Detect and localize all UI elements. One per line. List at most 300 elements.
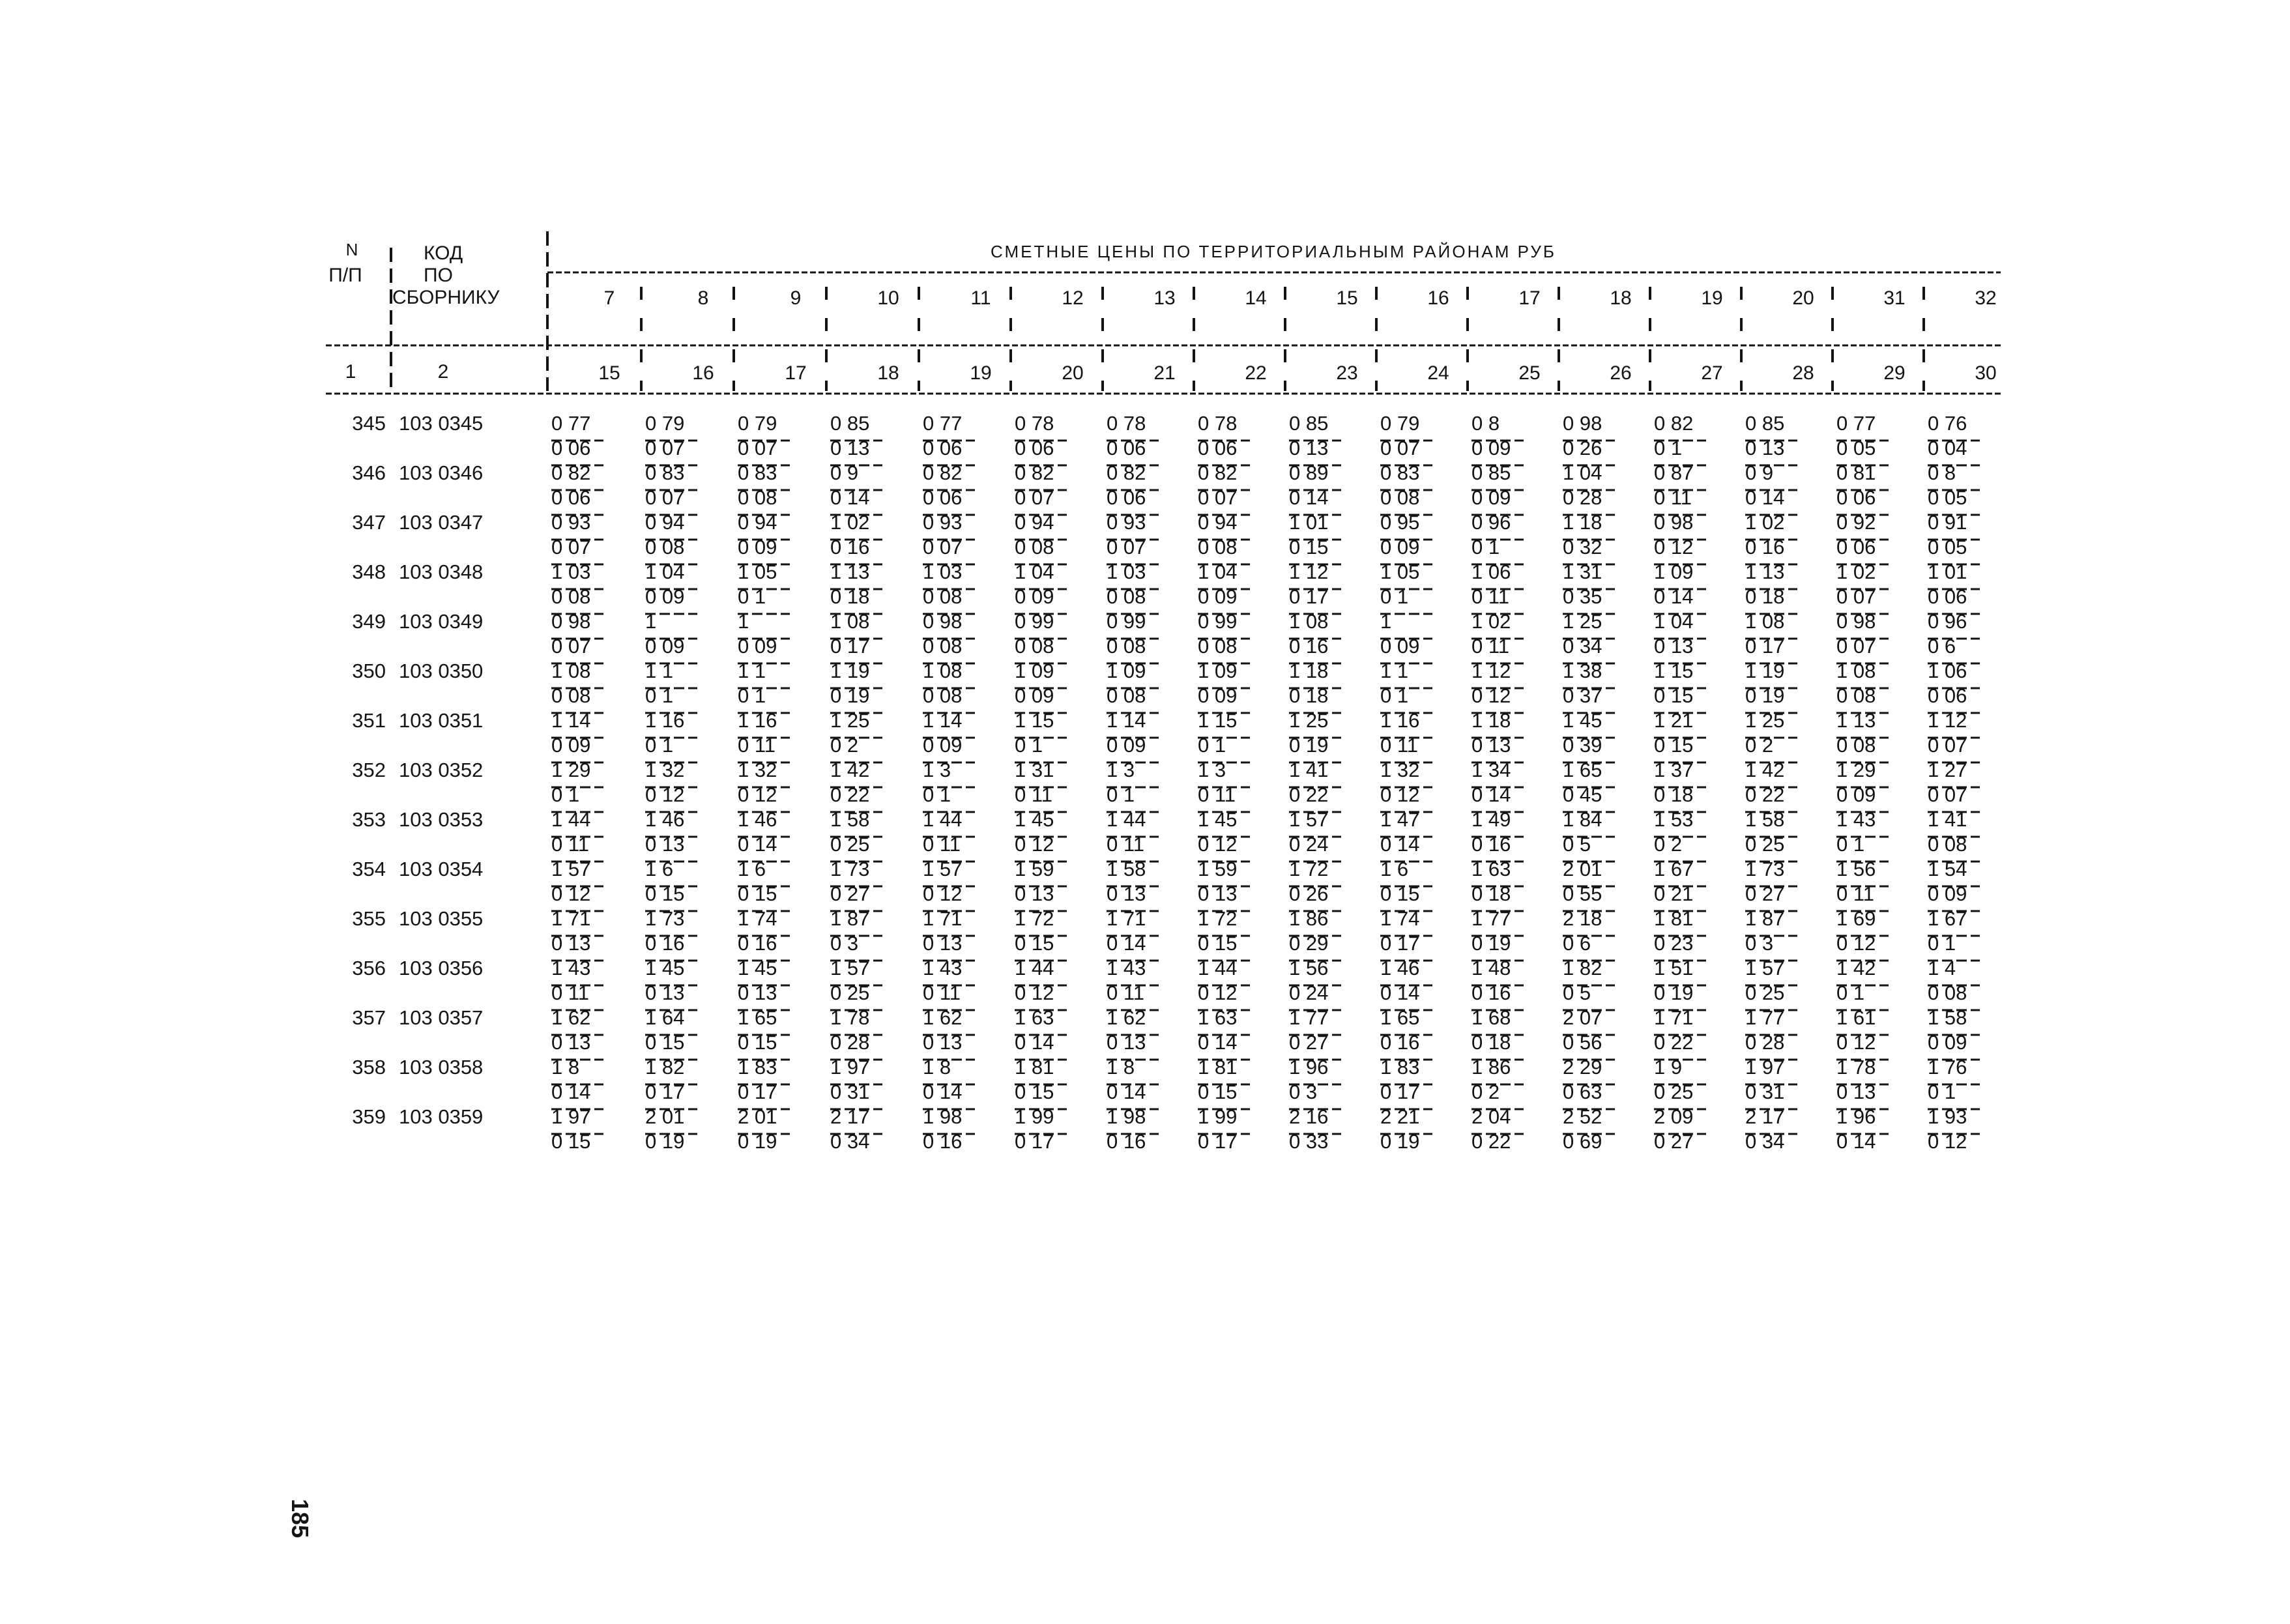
index-header-cell: 18 bbox=[877, 362, 899, 384]
table-cell: 0 85 bbox=[1471, 461, 1511, 484]
table-cell: 0 08 bbox=[1836, 684, 1876, 707]
table-cell: 0 12 bbox=[1015, 981, 1054, 1004]
table-cell: 0 3 bbox=[1289, 1080, 1318, 1103]
table-cell: 0 17 bbox=[1198, 1130, 1238, 1153]
table-cell: 1 18 bbox=[1289, 660, 1329, 682]
header-n-label: N bbox=[345, 240, 358, 259]
table-cell: 0 14 bbox=[1380, 833, 1420, 856]
table-cell: 1 82 bbox=[1563, 957, 1602, 979]
table-cell: 0 06 bbox=[1928, 585, 1967, 608]
table-cell: 1 57 bbox=[551, 858, 591, 880]
table-cell: 1 97 bbox=[1745, 1056, 1785, 1079]
table-cell: 0 39 bbox=[1563, 734, 1602, 757]
row-code: 103 0357 bbox=[399, 1006, 484, 1029]
table-cell: 0 17 bbox=[645, 1080, 685, 1103]
row-code: 103 0347 bbox=[399, 511, 484, 534]
table-cell: 1 87 bbox=[830, 907, 870, 930]
table-cell: 1 bbox=[645, 610, 657, 633]
table-cell: 0 09 bbox=[1015, 684, 1054, 707]
row-code: 103 0350 bbox=[399, 660, 484, 682]
table-cell: 0 16 bbox=[738, 932, 777, 955]
table-cell: 0 1 bbox=[923, 783, 951, 806]
index-header-cell: 29 bbox=[1883, 362, 1906, 384]
table-cell: 1 83 bbox=[1380, 1056, 1420, 1079]
table-cell: 0 34 bbox=[1563, 635, 1602, 658]
header-code-label-3: СБОРНИКУ bbox=[392, 287, 500, 308]
table-cell: 1 65 bbox=[1380, 1006, 1420, 1029]
district-header-cell: 7 bbox=[603, 287, 615, 309]
table-cell: 1 44 bbox=[1107, 808, 1146, 831]
row-code: 103 0359 bbox=[399, 1105, 484, 1128]
table-cell: 0 19 bbox=[645, 1130, 685, 1153]
table-cell: 0 32 bbox=[1563, 536, 1602, 558]
table-cell: 0 15 bbox=[1380, 882, 1420, 905]
table-cell: 0 22 bbox=[1289, 783, 1329, 806]
table-cell: 1 63 bbox=[1015, 1006, 1054, 1029]
table-cell: 0 15 bbox=[738, 1031, 777, 1054]
table-cell: 0 14 bbox=[923, 1080, 963, 1103]
table-cell: 1 77 bbox=[1471, 907, 1511, 930]
table-cell: 1 31 bbox=[1563, 560, 1602, 583]
table-cell: 0 85 bbox=[1289, 412, 1329, 435]
table-cell: 0 07 bbox=[738, 437, 777, 459]
table-cell: 1 61 bbox=[1836, 1006, 1876, 1029]
table-cell: 0 78 bbox=[1107, 412, 1146, 435]
table-cell: 1 08 bbox=[830, 610, 870, 633]
table-cell: 0 11 bbox=[1471, 635, 1510, 658]
row-number: 356 bbox=[352, 957, 386, 979]
index-col-2: 2 bbox=[437, 361, 449, 383]
table-cell: 1 09 bbox=[1015, 660, 1054, 682]
table-cell: 0 77 bbox=[1836, 412, 1876, 435]
table-cell: 0 78 bbox=[1015, 412, 1054, 435]
table-cell: 0 12 bbox=[1654, 536, 1694, 558]
table-cell: 0 77 bbox=[551, 412, 591, 435]
table-cell: 1 08 bbox=[1836, 660, 1876, 682]
row-code: 103 0346 bbox=[399, 461, 484, 484]
table-cell: 0 1 bbox=[1015, 734, 1043, 757]
table-cell: 0 12 bbox=[1198, 833, 1238, 856]
table-cell: 0 13 bbox=[738, 981, 777, 1004]
table-cell: 0 18 bbox=[1654, 783, 1694, 806]
table-cell: 1 96 bbox=[1836, 1105, 1876, 1128]
table-cell: 0 9 bbox=[830, 461, 859, 484]
table-cell: 1 73 bbox=[830, 858, 870, 880]
table-cell: 1 18 bbox=[1563, 511, 1602, 534]
table-cell: 0 09 bbox=[1471, 437, 1511, 459]
table-cell: 0 16 bbox=[1289, 635, 1329, 658]
table-cell: 0 08 bbox=[551, 684, 591, 707]
table-cell: 0 17 bbox=[830, 635, 870, 658]
table-cell: 1 96 bbox=[1289, 1056, 1329, 1079]
table-cell: 0 33 bbox=[1289, 1130, 1329, 1153]
table-cell: 1 09 bbox=[1198, 660, 1238, 682]
table-cell: 0 09 bbox=[1928, 1031, 1967, 1054]
row-number: 349 bbox=[352, 610, 386, 633]
table-cell: 0 15 bbox=[1015, 932, 1054, 955]
table-cell: 0 6 bbox=[1928, 635, 1956, 658]
table-cell: 1 14 bbox=[551, 709, 591, 732]
table-cell: 0 13 bbox=[1745, 437, 1785, 459]
table-cell: 0 8 bbox=[1471, 412, 1500, 435]
table-cell: 0 82 bbox=[551, 461, 591, 484]
table-cell: 0 15 bbox=[1654, 684, 1694, 707]
table-cell: 2 01 bbox=[738, 1105, 777, 1128]
table-cell: 0 14 bbox=[1654, 585, 1694, 608]
table-cell: 0 09 bbox=[738, 536, 777, 558]
table-cell: 1 48 bbox=[1471, 957, 1511, 979]
table-cell: 0 14 bbox=[1471, 783, 1511, 806]
table-cell: 1 62 bbox=[551, 1006, 591, 1029]
table-cell: 0 1 bbox=[1654, 437, 1683, 459]
table-cell: 0 83 bbox=[1380, 461, 1420, 484]
table-cell: 0 11 bbox=[1107, 981, 1145, 1004]
table-cell: 0 13 bbox=[1471, 734, 1511, 757]
table-cell: 0 07 bbox=[1928, 783, 1967, 806]
table-cell: 0 07 bbox=[923, 536, 963, 558]
row-code: 103 0354 bbox=[399, 858, 484, 880]
table-cell: 1 86 bbox=[1471, 1056, 1511, 1079]
table-cell: 1 98 bbox=[1107, 1105, 1146, 1128]
table-cell: 1 99 bbox=[1198, 1105, 1238, 1128]
table-cell: 0 93 bbox=[923, 511, 963, 534]
table-cell: 1 57 bbox=[830, 957, 870, 979]
table-cell: 1 6 bbox=[645, 858, 674, 880]
table-cell: 1 6 bbox=[738, 858, 766, 880]
table-cell: 0 23 bbox=[1654, 932, 1694, 955]
table-cell: 1 02 bbox=[1836, 560, 1876, 583]
table-cell: 0 85 bbox=[1745, 412, 1785, 435]
table-cell: 0 09 bbox=[1471, 486, 1511, 509]
table-cell: 0 27 bbox=[1289, 1031, 1329, 1054]
table-cell: 0 08 bbox=[645, 536, 685, 558]
table-cell: 0 12 bbox=[738, 783, 777, 806]
table-cell: 0 3 bbox=[1745, 932, 1774, 955]
table-cell: 0 78 bbox=[1198, 412, 1238, 435]
table-cell: 0 25 bbox=[830, 833, 870, 856]
table-cell: 1 65 bbox=[1563, 759, 1602, 781]
table-cell: 0 11 bbox=[1198, 783, 1236, 806]
table-cell: 0 2 bbox=[830, 734, 859, 757]
table-cell: 0 17 bbox=[1015, 1130, 1054, 1153]
table-cell: 0 11 bbox=[1107, 833, 1145, 856]
table-cell: 0 07 bbox=[1836, 635, 1876, 658]
table-cell: 1 83 bbox=[738, 1056, 777, 1079]
table-cell: 0 29 bbox=[1289, 932, 1329, 955]
index-header-cell: 25 bbox=[1518, 362, 1541, 384]
table-cell: 0 14 bbox=[1380, 981, 1420, 1004]
table-cell: 0 07 bbox=[1107, 536, 1146, 558]
district-header-cell: 18 bbox=[1610, 287, 1632, 309]
table-cell: 1 8 bbox=[1107, 1056, 1135, 1079]
table-cell: 0 8 bbox=[1928, 461, 1956, 484]
table-cell: 0 17 bbox=[1289, 585, 1329, 608]
table-cell: 2 52 bbox=[1563, 1105, 1602, 1128]
table-cell: 1 04 bbox=[645, 560, 685, 583]
district-header-cell: 12 bbox=[1062, 287, 1084, 309]
table-cell: 0 2 bbox=[1654, 833, 1683, 856]
table-cell: 0 34 bbox=[1745, 1130, 1785, 1153]
table-cell: 0 79 bbox=[738, 412, 777, 435]
table-cell: 1 67 bbox=[1928, 907, 1967, 930]
table-cell: 1 3 bbox=[1107, 759, 1135, 781]
table-cell: 0 18 bbox=[1745, 585, 1785, 608]
table-cell: 0 09 bbox=[1380, 635, 1420, 658]
table-cell: 0 81 bbox=[1836, 461, 1876, 484]
table-cell: 0 1 bbox=[738, 684, 766, 707]
table-cell: 1 59 bbox=[1015, 858, 1054, 880]
table-cell: 0 12 bbox=[1471, 684, 1511, 707]
table-cell: 0 98 bbox=[551, 610, 591, 633]
table-cell: 1 72 bbox=[1198, 907, 1238, 930]
table-cell: 1 74 bbox=[738, 907, 777, 930]
table-cell: 0 18 bbox=[1471, 1031, 1511, 1054]
table-cell: 0 08 bbox=[1107, 585, 1146, 608]
table-cell: 1 43 bbox=[551, 957, 591, 979]
table-cell: 0 85 bbox=[830, 412, 870, 435]
header-pp-label: П/П bbox=[328, 265, 362, 286]
table-cell: 1 04 bbox=[1654, 610, 1694, 633]
table-cell: 0 9 bbox=[1745, 461, 1774, 484]
table-cell: 0 14 bbox=[1015, 1031, 1054, 1054]
table-cell: 1 46 bbox=[738, 808, 777, 831]
table-cell: 0 1 bbox=[551, 783, 580, 806]
table-cell: 1 84 bbox=[1563, 808, 1602, 831]
table-cell: 1 44 bbox=[551, 808, 591, 831]
table-cell: 1 06 bbox=[1928, 660, 1967, 682]
table-cell: 0 89 bbox=[1289, 461, 1329, 484]
table-cell: 0 27 bbox=[830, 882, 870, 905]
table-cell: 0 06 bbox=[1198, 437, 1238, 459]
table-cell: 0 21 bbox=[1654, 882, 1694, 905]
table-cell: 1 42 bbox=[1836, 957, 1876, 979]
table-cell: 0 15 bbox=[1015, 1080, 1054, 1103]
table-cell: 1 09 bbox=[1107, 660, 1146, 682]
index-header-cell: 19 bbox=[970, 362, 992, 384]
table-cell: 0 13 bbox=[1107, 1031, 1146, 1054]
row-code: 103 0349 bbox=[399, 610, 484, 633]
table-cell: 0 1 bbox=[1471, 536, 1500, 558]
table-cell: 0 14 bbox=[738, 833, 777, 856]
table-cell: 0 09 bbox=[645, 635, 685, 658]
table-cell: 1 67 bbox=[1654, 858, 1694, 880]
table-cell: 0 28 bbox=[830, 1031, 870, 1054]
index-header-cell: 15 bbox=[598, 362, 620, 384]
table-cell: 0 11 bbox=[923, 833, 961, 856]
header-code-label-1: КОД bbox=[424, 242, 463, 264]
table-cell: 0 11 bbox=[738, 734, 776, 757]
table-cell: 1 34 bbox=[1471, 759, 1511, 781]
table-cell: 1 73 bbox=[645, 907, 685, 930]
district-header-cell: 11 bbox=[970, 287, 991, 309]
table-cell: 0 22 bbox=[830, 783, 870, 806]
table-cell: 1 98 bbox=[923, 1105, 963, 1128]
table-cell: 0 09 bbox=[645, 585, 685, 608]
table-cell: 0 06 bbox=[1107, 437, 1146, 459]
table-cell: 0 07 bbox=[551, 536, 591, 558]
table-cell: 1 69 bbox=[1836, 907, 1876, 930]
table-cell: 1 81 bbox=[1015, 1056, 1054, 1079]
table-cell: 0 76 bbox=[1928, 412, 1967, 435]
table-cell: 0 1 bbox=[645, 734, 674, 757]
table-cell: 1 59 bbox=[1198, 858, 1238, 880]
table-cell: 0 55 bbox=[1563, 882, 1602, 905]
table-cell: 1 02 bbox=[1471, 610, 1511, 633]
table-cell: 0 06 bbox=[923, 486, 963, 509]
table-cell: 0 79 bbox=[1380, 412, 1420, 435]
table-cell: 1 bbox=[738, 610, 749, 633]
table-cell: 1 78 bbox=[830, 1006, 870, 1029]
index-header-cell: 30 bbox=[1975, 362, 1997, 384]
row-number: 347 bbox=[352, 511, 386, 534]
table-cell: 0 11 bbox=[1380, 734, 1419, 757]
table-cell: 1 97 bbox=[830, 1056, 870, 1079]
table-cell: 0 13 bbox=[923, 1031, 963, 1054]
header-text bbox=[328, 240, 1556, 383]
table-cell: 0 25 bbox=[1745, 833, 1785, 856]
table-cell: 1 57 bbox=[1289, 808, 1329, 831]
table-cell: 2 07 bbox=[1563, 1006, 1602, 1029]
table-cell: 0 37 bbox=[1563, 684, 1602, 707]
table-cell: 1 08 bbox=[923, 660, 963, 682]
table-cell: 0 96 bbox=[1928, 610, 1967, 633]
table-cell: 1 16 bbox=[1380, 709, 1420, 732]
table-cell: 1 45 bbox=[1015, 808, 1054, 831]
table-cell: 1 58 bbox=[1928, 1006, 1967, 1029]
table-cell: 0 19 bbox=[830, 684, 870, 707]
table-cell: 0 09 bbox=[1380, 536, 1420, 558]
header-price-title: СМЕТНЫЕ ЦЕНЫ ПО ТЕРРИТОРИАЛЬНЫМ РАЙОНАМ РУБ bbox=[991, 242, 1556, 261]
table-cell: 1 1 bbox=[645, 660, 674, 682]
index-header-row bbox=[598, 362, 1996, 384]
table-cell: 0 95 bbox=[1380, 511, 1420, 534]
table-cell: 1 57 bbox=[1745, 957, 1785, 979]
table-cell: 0 3 bbox=[830, 932, 859, 955]
table-cell: 1 03 bbox=[1107, 560, 1146, 583]
table-cell: 0 27 bbox=[1654, 1130, 1694, 1153]
table-cell: 0 5 bbox=[1563, 833, 1591, 856]
table-cell: 0 16 bbox=[1745, 536, 1785, 558]
district-header-row bbox=[604, 287, 1997, 309]
table-cell: 1 02 bbox=[1745, 511, 1785, 534]
table-cell: 2 17 bbox=[1745, 1105, 1785, 1128]
table-cell: 1 71 bbox=[551, 907, 591, 930]
table-cell: 1 08 bbox=[1745, 610, 1785, 633]
table-cell: 0 13 bbox=[1198, 882, 1238, 905]
table-cell: 1 bbox=[1380, 610, 1392, 633]
table-cell: 1 72 bbox=[1289, 858, 1329, 880]
table-cell: 1 43 bbox=[1836, 808, 1876, 831]
table-cell: 2 29 bbox=[1563, 1056, 1602, 1079]
table-cell: 0 12 bbox=[1015, 833, 1054, 856]
table-cell: 0 16 bbox=[1380, 1031, 1420, 1054]
table-cell: 0 99 bbox=[1198, 610, 1238, 633]
table-cell: 1 58 bbox=[1745, 808, 1785, 831]
table-cell: 0 1 bbox=[1198, 734, 1226, 757]
index-col-1: 1 bbox=[345, 361, 356, 383]
table-cell: 0 1 bbox=[1928, 1080, 1956, 1103]
table-cell: 0 82 bbox=[1107, 461, 1146, 484]
table-cell: 0 14 bbox=[1836, 1130, 1876, 1153]
row-number: 345 bbox=[352, 412, 386, 435]
district-header-cell: 14 bbox=[1245, 287, 1267, 309]
table-cell: 1 45 bbox=[1198, 808, 1238, 831]
row-number: 357 bbox=[352, 1006, 386, 1029]
table-cell: 0 19 bbox=[738, 1130, 777, 1153]
table-cell: 1 18 bbox=[1471, 709, 1511, 732]
table-cell: 1 53 bbox=[1654, 808, 1694, 831]
table-cell: 0 06 bbox=[551, 437, 591, 459]
table-cell: 0 09 bbox=[1015, 585, 1054, 608]
table-cell: 0 15 bbox=[738, 882, 777, 905]
table-cell: 1 13 bbox=[1836, 709, 1876, 732]
table-cell: 1 15 bbox=[1654, 660, 1694, 682]
row-number: 351 bbox=[352, 709, 386, 732]
table-cell: 1 32 bbox=[738, 759, 777, 781]
table-cell: 0 16 bbox=[1471, 981, 1511, 1004]
table-cell: 1 76 bbox=[1928, 1056, 1967, 1079]
table-cell: 0 14 bbox=[1745, 486, 1785, 509]
row-number: 346 bbox=[352, 461, 386, 484]
district-header-cell: 16 bbox=[1427, 287, 1449, 309]
table-cell: 0 93 bbox=[1107, 511, 1146, 534]
table-cell: 0 12 bbox=[1836, 1031, 1876, 1054]
table-cell: 0 1 bbox=[1380, 585, 1409, 608]
table-cell: 1 44 bbox=[1198, 957, 1238, 979]
table-cell: 1 25 bbox=[1289, 709, 1329, 732]
table-cell: 1 56 bbox=[1836, 858, 1876, 880]
table-cell: 1 14 bbox=[923, 709, 963, 732]
table-cell: 0 92 bbox=[1836, 511, 1876, 534]
table-cell: 1 03 bbox=[551, 560, 591, 583]
table-cell: 2 18 bbox=[1563, 907, 1602, 930]
table-cell: 0 34 bbox=[830, 1130, 870, 1153]
index-header-cell: 22 bbox=[1245, 362, 1267, 384]
table-cell: 0 14 bbox=[1107, 932, 1146, 955]
table-cell: 0 07 bbox=[645, 437, 685, 459]
table-cell: 0 82 bbox=[1654, 412, 1694, 435]
table-cell: 0 2 bbox=[1471, 1080, 1500, 1103]
table-cell: 1 3 bbox=[1198, 759, 1226, 781]
table-cell: 1 81 bbox=[1654, 907, 1694, 930]
table-cell: 0 18 bbox=[830, 585, 870, 608]
table-cell: 2 01 bbox=[1563, 858, 1602, 880]
table-cell: 0 35 bbox=[1563, 585, 1602, 608]
table-cell: 0 14 bbox=[1198, 1031, 1238, 1054]
table-cell: 0 07 bbox=[1015, 486, 1054, 509]
table-cell: 0 12 bbox=[551, 882, 591, 905]
table-cell: 0 06 bbox=[1015, 437, 1054, 459]
row-number: 353 bbox=[352, 808, 386, 831]
table-cell: 0 69 bbox=[1563, 1130, 1602, 1153]
table-cell: 0 15 bbox=[1289, 536, 1329, 558]
table-cell: 1 71 bbox=[923, 907, 963, 930]
district-header-cell: 17 bbox=[1518, 287, 1541, 309]
table-cell: 0 04 bbox=[1928, 437, 1967, 459]
table-cell: 0 09 bbox=[551, 734, 591, 757]
table-cell: 2 01 bbox=[645, 1105, 685, 1128]
table-cell: 0 31 bbox=[830, 1080, 870, 1103]
table-cell: 0 96 bbox=[1471, 511, 1511, 534]
table-cell: 1 68 bbox=[1471, 1006, 1511, 1029]
table-cell: 1 08 bbox=[1289, 610, 1329, 633]
table-cell: 1 44 bbox=[923, 808, 963, 831]
table-cell: 1 01 bbox=[1289, 511, 1329, 534]
table-cell: 1 09 bbox=[1654, 560, 1694, 583]
table-cell: 0 17 bbox=[1380, 932, 1420, 955]
table-cell: 0 11 bbox=[1836, 882, 1875, 905]
table-cell: 0 19 bbox=[1289, 734, 1329, 757]
